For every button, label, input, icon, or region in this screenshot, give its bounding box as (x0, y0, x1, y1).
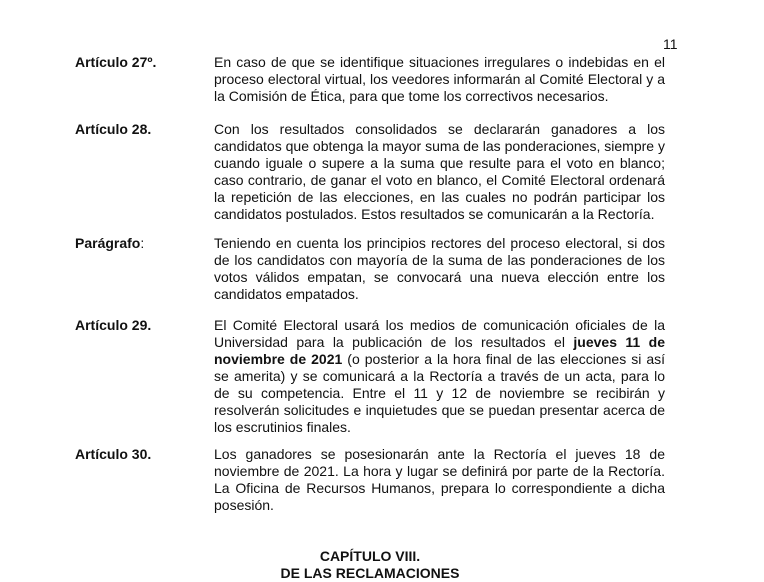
article-label (75, 235, 144, 251)
article-label: Artículo 30. (75, 446, 152, 462)
article-body: Los ganadores se posesionarán ante la Rectoría el jueves 18 de noviembre de 2021. La hora y lugar se definirá por parte de la Rectoría. La Oficina de Recursos Humanos, prepara lo correspondiente a dicha posesión. (214, 446, 665, 513)
article-body-part: (o posterior a la hora final de las elecciones si así se amerita) y se comunicará a la Rectoría a través de un acta, para lo de su competencia. Entre el 11 y 12 de noviembre se recibirán y resolverán solicitudes e inquietudes que se puedan presentar acerca de los escrutinios finales. (214, 351, 666, 435)
article-label: Artículo 29. (75, 317, 152, 333)
chapter-number: CAPÍTULO VIII. (319, 548, 421, 564)
chapter-heading (0, 548, 740, 582)
article-label: Artículo 27º. (75, 54, 157, 70)
article-body-date: jueves 11 de noviembre de 2021 (214, 334, 665, 367)
article-body: En caso de que se identifique situaciones irregulares o indebidas en el proceso electoral virtual, los veedores informarán al Comité Electoral y a la Comisión de Ética, para que tome los correctivos necesarios. (214, 54, 665, 104)
article-body: Teniendo en cuenta los principios rectores del proceso electoral, si dos de los candidatos con mayoría de la suma de las ponderaciones de los votos válidos empatan, se convocará una nueva elección entre los candidatos empatados. (214, 235, 665, 302)
chapter-title: DE LAS RECLAMACIONES (280, 565, 460, 581)
article-label: Artículo 28. (75, 121, 152, 137)
page-number: 11 (663, 36, 678, 52)
article-body: Con los resultados consolidados se declararán ganadores a los candidatos que obtenga la mayor suma de las ponderaciones, siempre y cuando iguale o supere a la suma que resulte para el voto en blanco; caso contrario, de ganar el voto en blanco, el Comité Electoral ordenará la repetición de las elecciones, en las cuales no podrán participar los candidatos postulados. Estos resultados se comunicarán a la Rectoría. (214, 121, 665, 222)
article-body (214, 317, 665, 436)
article-label-text: Parágrafo (75, 235, 141, 251)
article-body-part: El Comité Electoral usará los medios de comunicación oficiales de la Universidad para la publicación de los resultados el (214, 317, 665, 350)
article-label-suffix: : (140, 235, 145, 251)
